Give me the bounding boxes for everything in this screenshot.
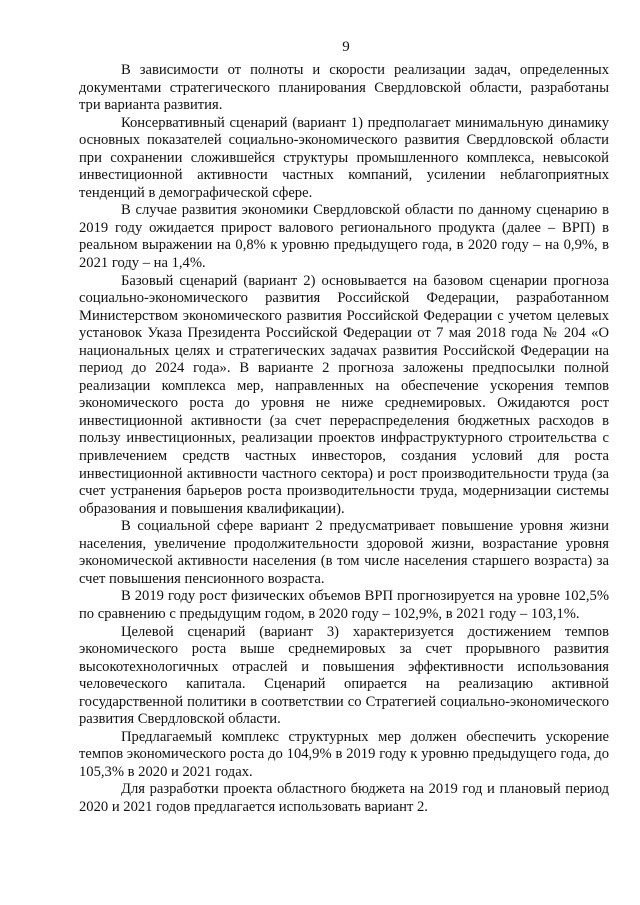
paragraph-structural-measures: Предлагаемый комплекс структурных мер должен обеспечить ускорение темпов экономического роста до 104,9% в 2019 году к уровню предыдущего года, до 105,3% в 2020 и 2021 годах. xyxy=(79,728,609,780)
paragraph-target-scenario: Целевой сценарий (вариант 3) характеризуется достижением темпов экономического роста выше среднемировых за счет прорывного развития высокотехнологичных отраслей и повышения эффективности использования человеческого капитала. Сценарий опирается на реализацию активной государственной политики в соответствии со Стратегией социально-экономического развития Свердловской области. xyxy=(79,623,609,728)
paragraph-social-sphere: В социальной сфере вариант 2 предусматривает повышение уровня жизни населения, увеличение продолжительности здоровой жизни, возрастание уровня экономической активности населения (в том числе населения старшего возраста) за счет повышения пенсионного возраста. xyxy=(79,518,609,587)
paragraph-base-grp: В 2019 году рост физических объемов ВРП прогнозируется на уровне 102,5% по сравнению с предыдущим годом, в 2020 году – 102,9%, в 2021 году – 103,1%. xyxy=(79,588,609,622)
paragraph-variants-intro: В зависимости от полноты и скорости реализации задач, определенных документами стратегического планирования Свердловской области, разработаны три варианта развития. xyxy=(79,62,609,114)
page-number: 9 xyxy=(342,39,350,55)
paragraph-conservative-grp: В случае развития экономики Свердловской области по данному сценарию в 2019 году ожидается прирост валового регионального продукта (далее – ВРП) в реальном выражении на 0,8% к уровню предыдущего года, в 2020 году – на 0,9%, в 2021 году – на 1,4%. xyxy=(79,202,609,272)
paragraph-conservative-scenario: Консервативный сценарий (вариант 1) предполагает минимальную динамику основных показателей социально-экономического развития Свердловской области при сохранении сложившейся структуры промышленного комплекса, невысокой инвестиционной активности частных компаний, усилении неблагоприятных тенденций в демографической сфере. xyxy=(79,114,609,201)
paragraph-base-scenario: Базовый сценарий (вариант 2) основывается на базовом сценарии прогноза социально-экономического развития Российской Федерации, разработанном Министерством экономического развития Российской Федерации с учетом целевых установок Указа Президента Российской Федерации от 7 мая 2018 года № 204 «О национальных целях и стратегических задачах развития Российской Федерации на период до 2024 года». В варианте 2 прогноза заложены предпосылки полной реализации комплекса мер, направленных на обеспечение ускорения темпов экономического роста до уровня не ниже среднемировых. Ожидаются рост инвестиционной активности (за счет перераспределения бюджетных расходов в пользу инвестиционных, реализации проектов инфраструктурного строительства с привлечением средств частных инвесторов, создания условий для роста инвестиционной активности частного сектора) и рост производительности труда (за счет устранения барьеров роста производительности труда, модернизации системы образования и повышения квалификации). xyxy=(79,272,609,517)
paragraph-budget-proposal: Для разработки проекта областного бюджета на 2019 год и плановый период 2020 и 2021 годов предлагается использовать вариант 2. xyxy=(79,781,609,815)
